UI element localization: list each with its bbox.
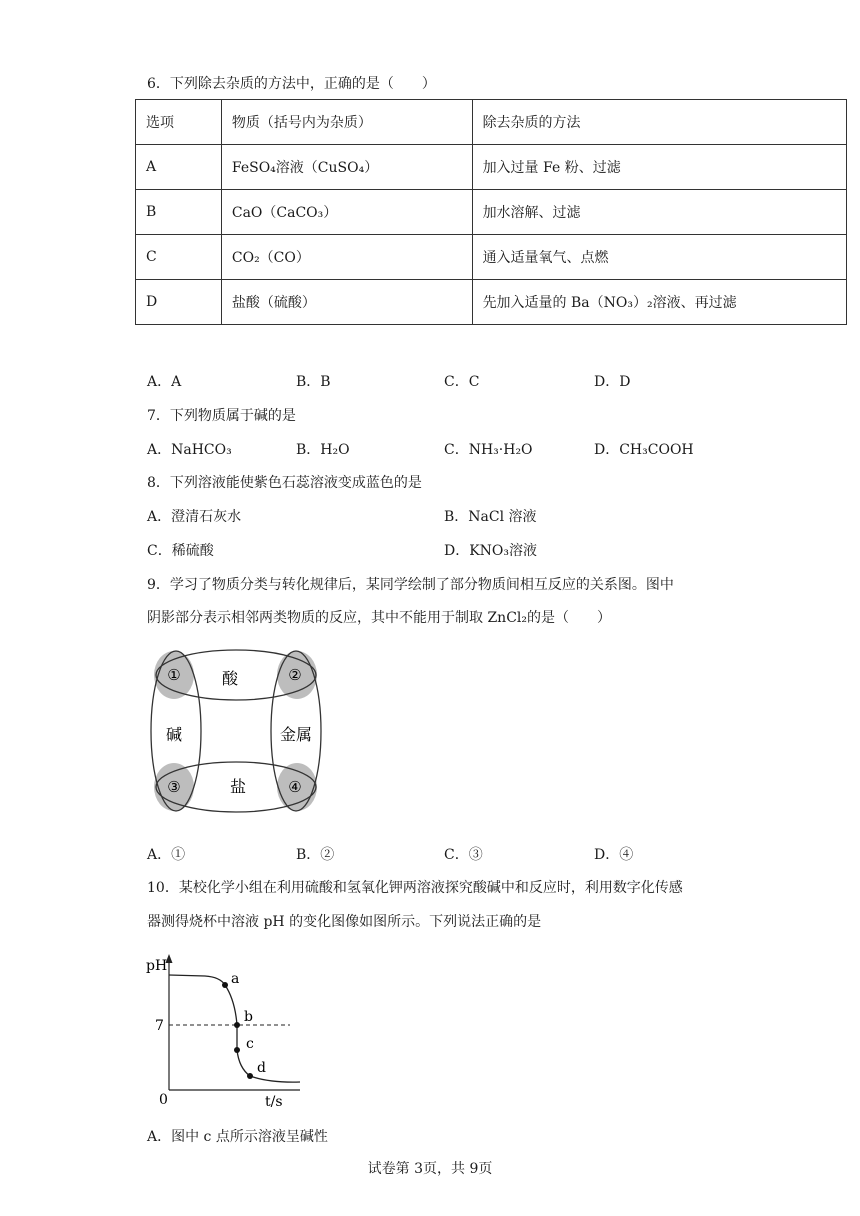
q6-stem: 6．下列除去杂质的方法中，正确的是（ ） [147,76,436,92]
q9-option-d[interactable]: D．④ [594,847,634,863]
q6-option-c[interactable]: C．C [444,374,480,390]
q9-stem-line2: 阴影部分表示相邻两类物质的反应，其中不能用于制取 ZnCl₂的是（ ） [147,610,611,626]
q8-option-a[interactable]: A．澄清石灰水 [147,509,242,525]
q10-stem-line1: 10．某校化学小组在利用硫酸和氢氧化钾两溶液探究酸碱中和反应时，利用数字化传感 [147,880,683,896]
table-cell: B [136,190,222,235]
label-c2: ② [288,666,302,684]
table-row [136,235,847,280]
point-c [234,1047,240,1053]
q6-table [135,99,847,325]
table-cell: 盐酸（硫酸） [221,280,472,325]
q10-stem-line2: 器测得烧杯中溶液 pH 的变化图像如图所示。下列说法正确的是 [147,914,542,930]
header-cell: 选项 [136,100,222,145]
q7-option-a[interactable]: A．NaHCO₃ [147,442,232,458]
q7-option-b[interactable]: B．H₂O [296,442,350,458]
header-cell: 除去杂质的方法 [472,100,846,145]
point-b-label: b [244,1009,253,1025]
point-a-label: a [231,971,240,987]
q7-option-c[interactable]: C．NH₃·H₂O [444,442,533,458]
origin-label: 0 [159,1092,168,1108]
page-footer: 试卷第 3页，共 9页 [367,1161,493,1177]
q6-option-b[interactable]: B．B [296,374,331,390]
point-a [222,982,228,988]
table-cell: FeSO₄溶液（CuSO₄） [221,145,472,190]
q10-option-a[interactable]: A．图中 c 点所示溶液呈碱性 [147,1129,328,1145]
point-d-label: d [257,1060,266,1076]
label-c3: ③ [167,778,181,796]
label-salt: 盐 [229,777,247,796]
table-cell: CaO（CaCO₃） [221,190,472,235]
point-c-label: c [246,1036,254,1052]
q8-option-d[interactable]: D．KNO₃溶液 [444,543,538,559]
q6-option-d[interactable]: D．D [594,374,631,390]
q7-stem: 7．下列物质属于碱的是 [147,408,296,424]
y-axis-label: pH [146,958,168,974]
header-cell: 物质（括号内为杂质） [221,100,472,145]
x-axis-label: t/s [265,1094,283,1110]
q7-option-d[interactable]: D．CH₃COOH [594,442,694,458]
q9-option-b[interactable]: B．② [296,847,335,863]
label-c4: ④ [288,778,302,796]
label-7: 7 [155,1018,164,1034]
ph-curve [169,975,300,1082]
table-cell: 加水溶解、过滤 [472,190,846,235]
table-cell: C [136,235,222,280]
table-cell: CO₂（CO） [221,235,472,280]
q8-option-b[interactable]: B．NaCl 溶液 [444,509,537,525]
q8-stem: 8．下列溶液能使紫色石蕊溶液变成蓝色的是 [147,475,422,491]
table-cell: A [136,145,222,190]
q6-option-a[interactable]: A．A [147,374,182,390]
table-row [136,190,847,235]
point-b [234,1022,240,1028]
table-cell: 通入适量氧气、点燃 [472,235,846,280]
label-base: 碱 [165,725,183,744]
table-cell: 加入过量 Fe 粉、过滤 [472,145,846,190]
table-header-row [136,100,847,145]
table-row [136,145,847,190]
q9-stem-line1: 9．学习了物质分类与转化规律后，某同学绘制了部分物质间相互反应的关系图。图中 [147,577,674,593]
q9-relation-diagram [145,640,330,825]
label-c1: ① [167,666,181,684]
q10-ph-graph [145,950,315,1110]
table-cell: 先加入适量的 Ba（NO₃）₂溶液、再过滤 [472,280,846,325]
label-acid: 酸 [221,669,239,688]
q9-option-a[interactable]: A．① [147,847,186,863]
table-cell: D [136,280,222,325]
q9-option-c[interactable]: C．③ [444,847,483,863]
point-d [247,1073,253,1079]
table-row [136,280,847,325]
label-metal: 金属 [279,725,313,744]
q8-option-c[interactable]: C．稀硫酸 [147,543,214,559]
